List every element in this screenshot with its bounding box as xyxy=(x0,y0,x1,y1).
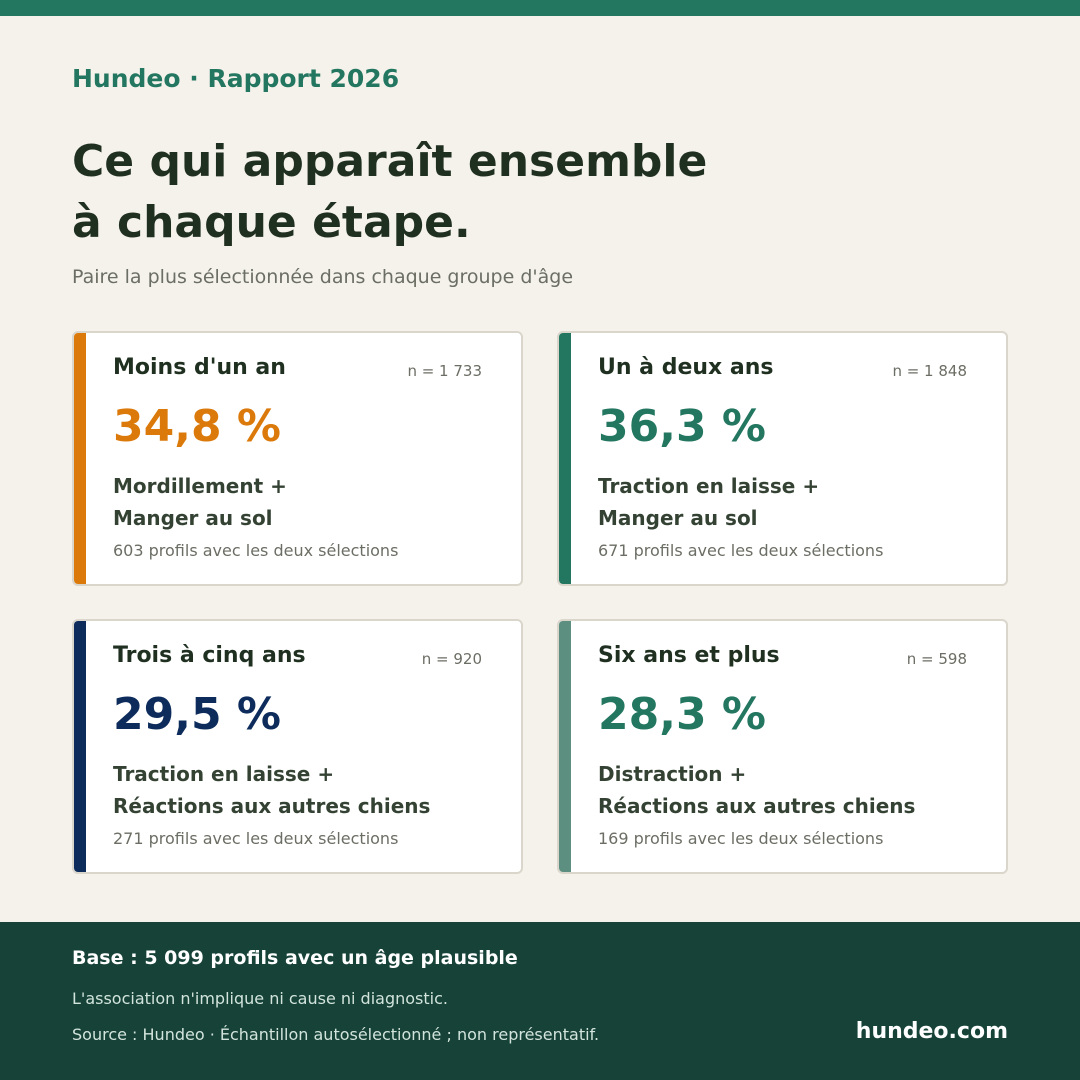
behavior-pair-line-1: Traction en laisse + xyxy=(598,474,820,498)
card-accent-bar xyxy=(74,333,86,584)
profile-count: 169 profils avec les deux sélections xyxy=(598,829,884,848)
behavior-pair-line-2: Réactions aux autres chiens xyxy=(598,794,916,818)
age-group-label: Un à deux ans xyxy=(598,355,774,380)
card-accent-bar xyxy=(559,333,571,584)
subtitle: Paire la plus sélectionnée dans chaque groupe d'âge xyxy=(72,266,574,288)
behavior-pair xyxy=(113,470,287,534)
age-group-label: Trois à cinq ans xyxy=(113,643,306,668)
footer xyxy=(0,922,1080,1080)
footer-base-note: Base : 5 099 profils avec un âge plausible xyxy=(72,947,518,969)
behavior-pair xyxy=(113,758,430,822)
top-accent-bar xyxy=(0,0,1080,16)
behavior-pair-line-2: Réactions aux autres chiens xyxy=(113,794,431,818)
sample-size: n = 1 848 xyxy=(892,362,967,380)
behavior-pair-line-1: Traction en laisse + xyxy=(113,762,335,786)
age-group-label: Six ans et plus xyxy=(598,643,780,668)
profile-count: 271 profils avec les deux sélections xyxy=(113,829,399,848)
behavior-pair-line-2: Manger au sol xyxy=(598,506,758,530)
pair-percentage: 28,3 % xyxy=(598,689,766,740)
card-accent-bar xyxy=(559,621,571,872)
age-group-card-under-one xyxy=(72,331,523,586)
profile-count: 603 profils avec les deux sélections xyxy=(113,541,399,560)
sample-size: n = 1 733 xyxy=(407,362,482,380)
age-group-card-three-to-five xyxy=(72,619,523,874)
headline xyxy=(72,131,707,253)
pair-percentage: 36,3 % xyxy=(598,401,766,452)
age-group-card-six-plus xyxy=(557,619,1008,874)
behavior-pair xyxy=(598,470,819,534)
behavior-pair xyxy=(598,758,915,822)
sample-size: n = 920 xyxy=(421,650,482,668)
footer-disclaimer: L'association n'implique ni cause ni diagnostic. xyxy=(72,989,448,1008)
brand-title: Hundeo · Rapport 2026 xyxy=(72,64,400,93)
website-link[interactable]: hundeo.com xyxy=(855,1019,1008,1044)
age-group-card-one-to-two xyxy=(557,331,1008,586)
headline-line-1: Ce qui apparaît ensemble xyxy=(72,136,708,187)
behavior-pair-line-2: Manger au sol xyxy=(113,506,273,530)
profile-count: 671 profils avec les deux sélections xyxy=(598,541,884,560)
age-group-label: Moins d'un an xyxy=(113,355,286,380)
sample-size: n = 598 xyxy=(906,650,967,668)
behavior-pair-line-1: Mordillement + xyxy=(113,474,287,498)
footer-source: Source : Hundeo · Échantillon autosélectionné ; non représentatif. xyxy=(72,1025,600,1044)
card-accent-bar xyxy=(74,621,86,872)
pair-percentage: 29,5 % xyxy=(113,689,281,740)
headline-line-2: à chaque étape. xyxy=(72,197,471,248)
pair-percentage: 34,8 % xyxy=(113,401,281,452)
behavior-pair-line-1: Distraction + xyxy=(598,762,747,786)
